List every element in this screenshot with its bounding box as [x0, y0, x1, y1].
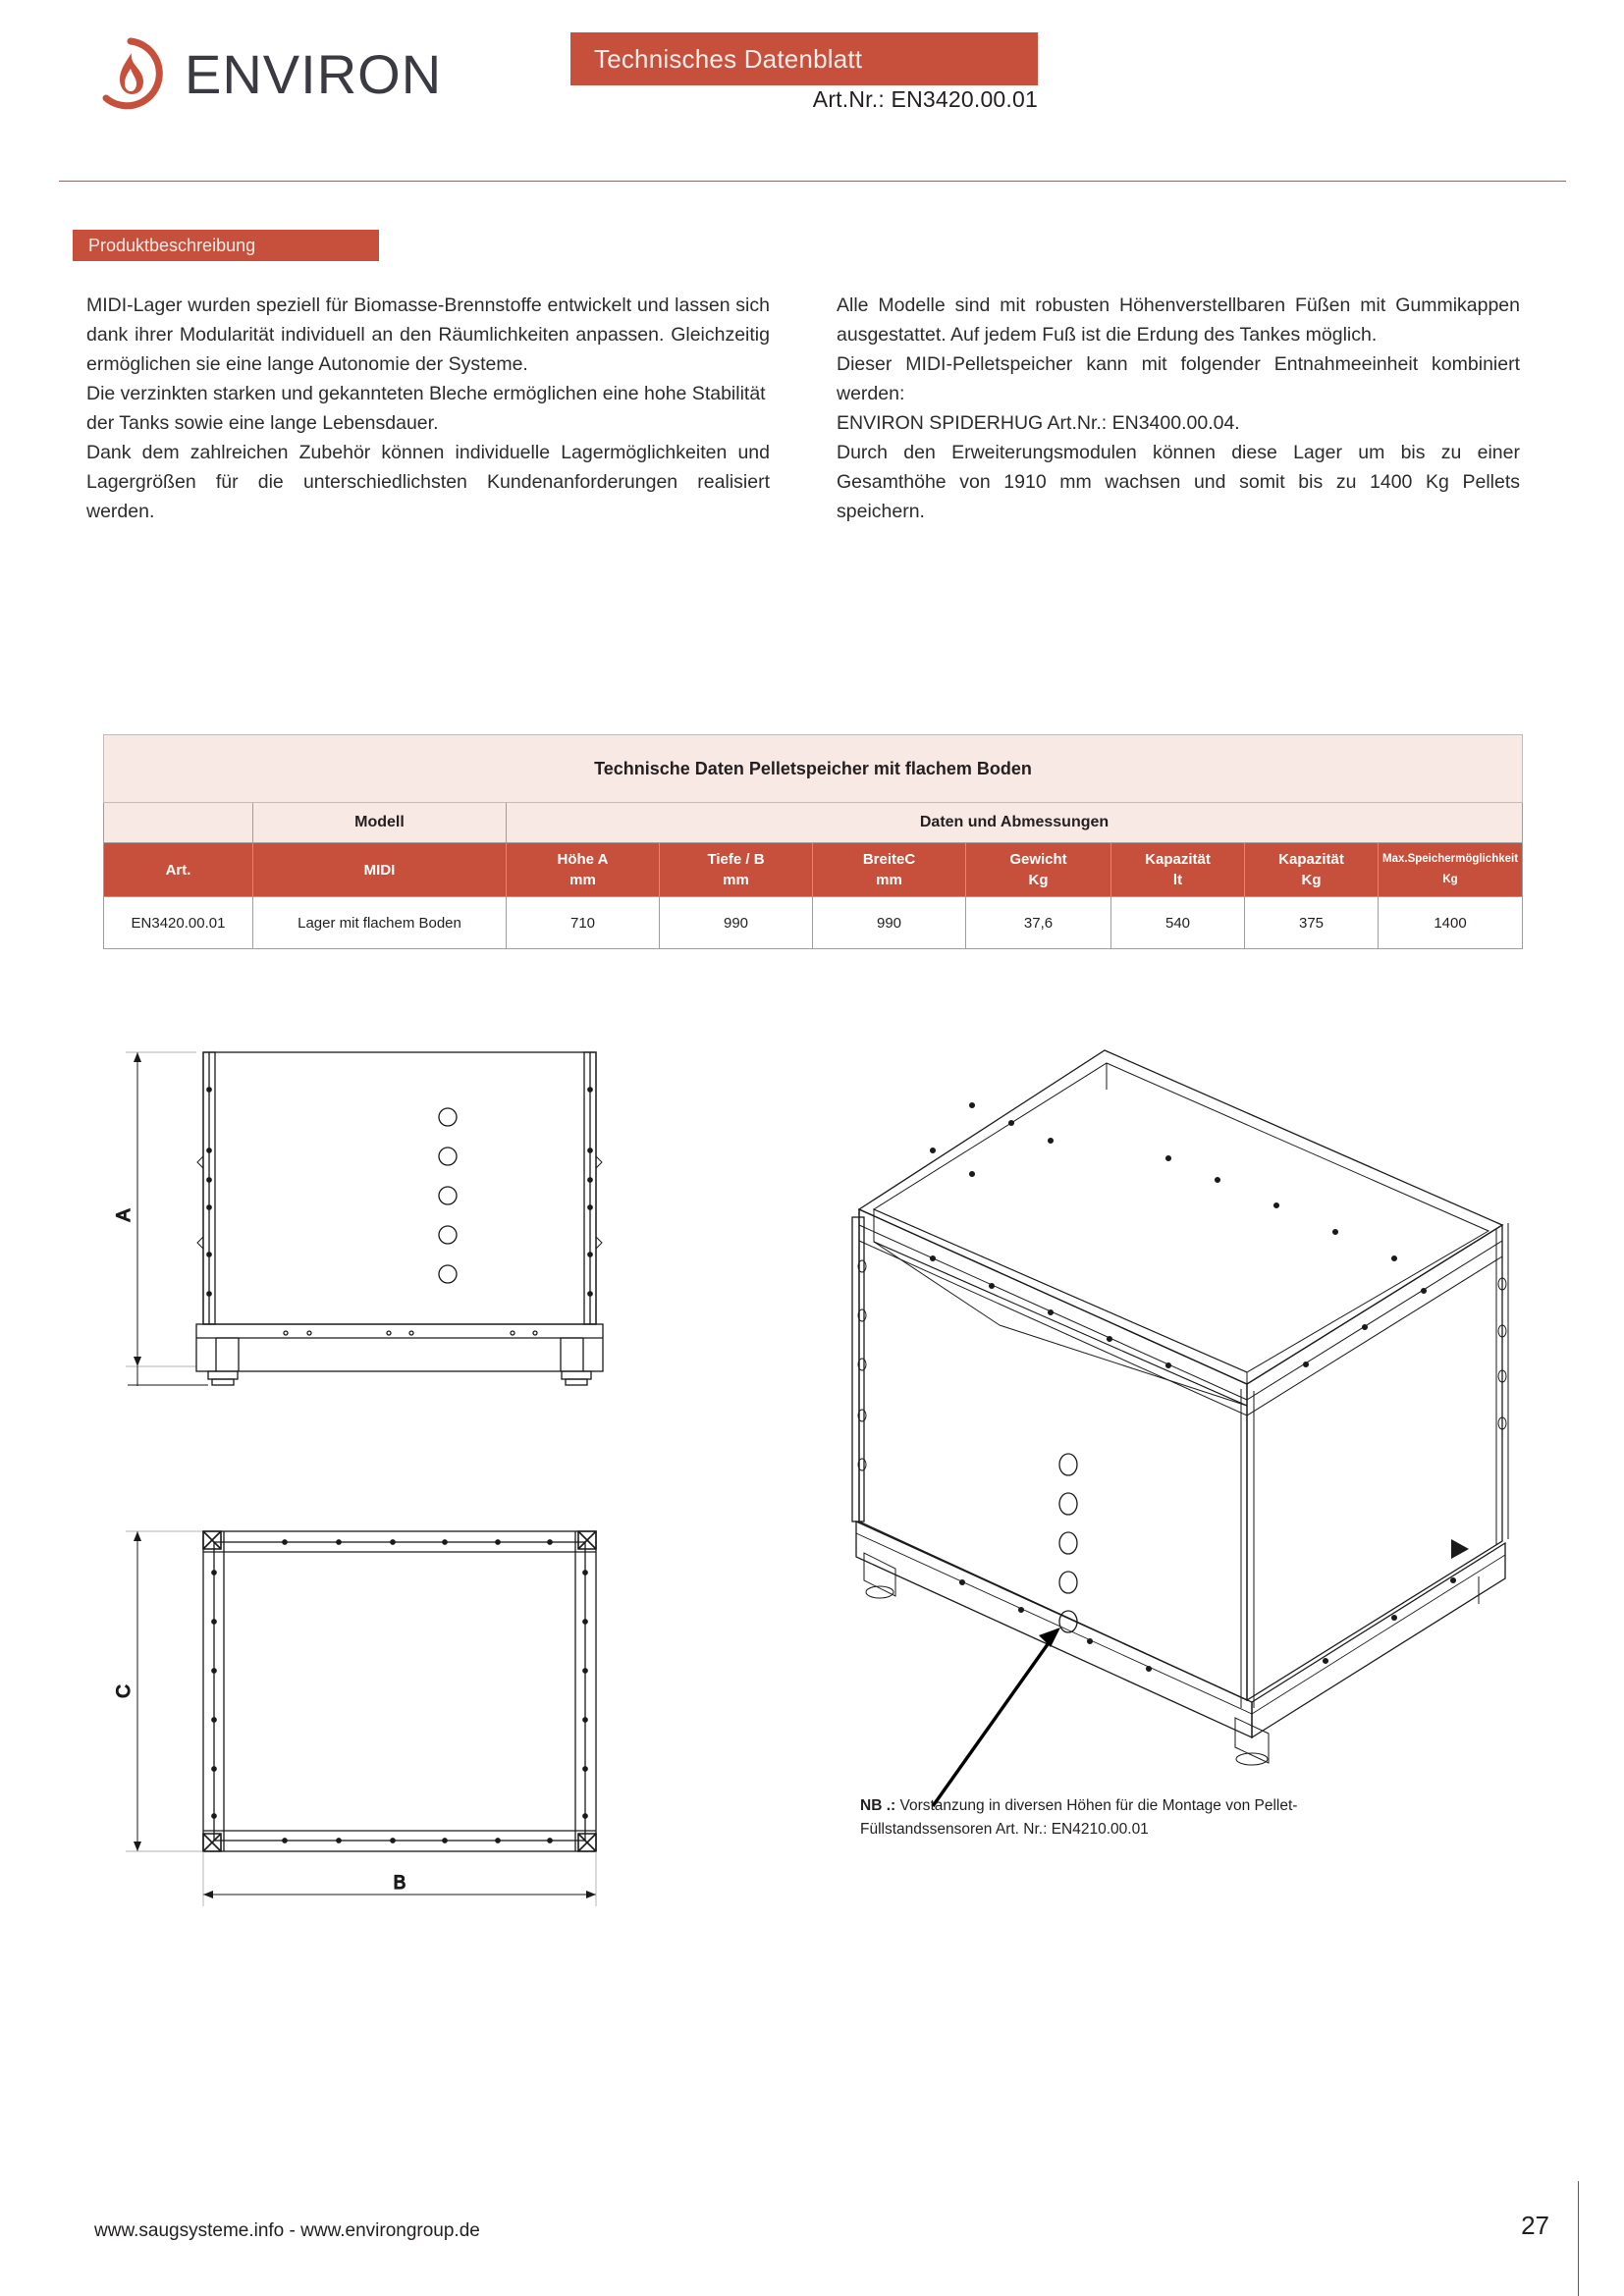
description-paragraph: Dank dem zahlreichen Zubehör können individuelle Lagermöglichkeiten und Lagergrößen für die unterschiedlichsten Kundenanforderungen realisiert werden. — [86, 442, 770, 522]
cell-gewicht: 37,6 — [966, 897, 1111, 949]
column-header-breite-c — [813, 843, 966, 897]
table-title: Technische Daten Pelletspeicher mit flachem Boden — [104, 735, 1523, 803]
column-header-line1: Kapazität — [1145, 851, 1211, 868]
top-view-dim-c-label: C — [114, 1684, 135, 1698]
spec-table — [103, 734, 1523, 949]
document-title: Technisches Datenblatt — [594, 43, 863, 74]
front-view-drawing — [126, 1052, 603, 1386]
column-header-line2: lt — [1172, 872, 1183, 888]
column-header-max-speicher — [1379, 843, 1523, 897]
column-header-midi — [253, 843, 507, 897]
nb-note-text: Vorstanzung in diversen Höhen für die Montage von Pellet-Füllstandssensoren Art. Nr.: EN4210.00.01 — [860, 1797, 1298, 1838]
punch-hole — [439, 1108, 457, 1126]
footer-urls[interactable]: www.saugsysteme.info - www.environgroup.de — [94, 2220, 480, 2241]
column-header-line1: BreiteC — [862, 851, 916, 868]
group-header-modell: Modell — [253, 803, 507, 843]
column-header-gewicht — [966, 843, 1111, 897]
logo-wordmark: ENVIRON — [185, 42, 443, 105]
front-view-dim-a-label: A — [114, 1208, 135, 1222]
column-header-line1: Tiefe / B — [707, 851, 765, 868]
punch-hole — [439, 1265, 457, 1283]
section-heading-label: Produktbeschreibung — [88, 235, 256, 255]
column-header-art — [104, 843, 253, 897]
description-paragraph: MIDI-Lager wurden speziell für Biomasse-Brennstoffe entwickelt und lassen sich dank ihrer Modularität individuell an den Räumlichkeiten anpassen. Gleichzeitig ermöglichen sie eine lange Autonomie der Systeme. — [86, 294, 770, 375]
cell-tiefe-b: 990 — [660, 897, 813, 949]
column-header-tiefe-b — [660, 843, 813, 897]
column-header-line2: mm — [723, 872, 749, 888]
description-paragraph: Dieser MIDI-Pelletspeicher kann mit folgender Entnahmeeinheit kombiniert werden: — [837, 353, 1520, 404]
column-header-kapazitaet-kg — [1245, 843, 1379, 897]
cell-breite-c: 990 — [813, 897, 966, 949]
nb-note-prefix: NB .: — [860, 1797, 896, 1814]
punch-hole — [1059, 1493, 1077, 1515]
top-view-drawing — [126, 1531, 596, 1906]
cell-kapazitaet-kg: 375 — [1245, 897, 1379, 949]
table-title-row — [104, 735, 1523, 803]
cell-hoehe-a: 710 — [507, 897, 660, 949]
cell-max-speicher: 1400 — [1379, 897, 1523, 949]
table-column-header-row — [104, 843, 1523, 897]
column-header-line1: Kapazität — [1278, 851, 1344, 868]
column-header-hoehe-a — [507, 843, 660, 897]
column-header-kapazitaet-lt — [1111, 843, 1245, 897]
cell-kapazitaet-lt: 540 — [1111, 897, 1245, 949]
punch-hole — [1059, 1532, 1077, 1554]
article-number: Art.Nr.: EN3420.00.01 — [812, 86, 1038, 112]
cell-midi: Lager mit flachem Boden — [253, 897, 507, 949]
column-header-line2: Kg — [1028, 872, 1049, 888]
table-group-header-row — [104, 803, 1523, 843]
punch-hole — [439, 1226, 457, 1244]
nb-note — [860, 1794, 1410, 1842]
page-header — [0, 0, 1624, 196]
description-paragraph: Die verzinkten starken und gekannteten Bleche ermöglichen eine hohe Stabilität der Tanks sowie eine lange Lebensdauer. — [86, 383, 766, 434]
column-header-line2: Kg — [1442, 874, 1458, 885]
technical-drawings — [0, 1031, 1624, 2091]
punch-hole — [439, 1148, 457, 1165]
punch-hole — [439, 1187, 457, 1204]
callout-arrow-head — [1039, 1628, 1060, 1647]
description-paragraph: Durch den Erweiterungsmodulen können diese Lager um bis zu einer Gesamthöhe von 1910 mm wachsen und somit bis zu 1400 Kg Pellets speichern. — [837, 442, 1520, 522]
section-heading-product-description — [73, 230, 379, 261]
description-column-right — [837, 291, 1520, 526]
footer-edge-rule — [1578, 2181, 1579, 2296]
group-header-daten: Daten und Abmessungen — [507, 803, 1523, 843]
column-header-line2: mm — [876, 872, 902, 888]
cell-art: EN3420.00.01 — [104, 897, 253, 949]
column-header-line1: Art. — [165, 861, 191, 879]
footer-page-number: 27 — [1521, 2211, 1549, 2240]
isometric-view-drawing — [852, 1050, 1508, 1806]
punch-hole — [1059, 1454, 1077, 1475]
flame-circle-icon — [94, 37, 167, 110]
top-view-dim-b-label: B — [393, 1873, 406, 1894]
drawings-canvas — [0, 1031, 1624, 2091]
description-column-left — [86, 291, 770, 526]
column-header-line1: Höhe A — [557, 851, 609, 868]
column-header-line1: Gewicht — [1009, 851, 1067, 868]
spec-table-wrapper — [103, 734, 1522, 949]
column-header-line2: Kg — [1301, 872, 1322, 888]
brand-logo — [94, 37, 442, 110]
column-header-line1: MIDI — [363, 861, 396, 879]
column-header-line1: Max.Speichermöglichkeit — [1382, 853, 1519, 865]
description-paragraph: Alle Modelle sind mit robusten Höhenverstellbaren Füßen mit Gummikappen ausgestattet. Auf jedem Fuß ist die Erdung des Tankes möglich. — [837, 294, 1520, 346]
punch-hole — [1059, 1572, 1077, 1593]
document-title-banner — [570, 32, 1038, 85]
callout-arrow-line — [933, 1637, 1053, 1806]
header-divider — [59, 181, 1566, 182]
description-columns — [86, 291, 1520, 526]
description-paragraph: ENVIRON SPIDERHUG Art.Nr.: EN3400.00.04. — [837, 412, 1240, 434]
group-header-blank — [104, 803, 253, 843]
table-row — [104, 897, 1523, 949]
column-header-line2: mm — [569, 872, 596, 888]
